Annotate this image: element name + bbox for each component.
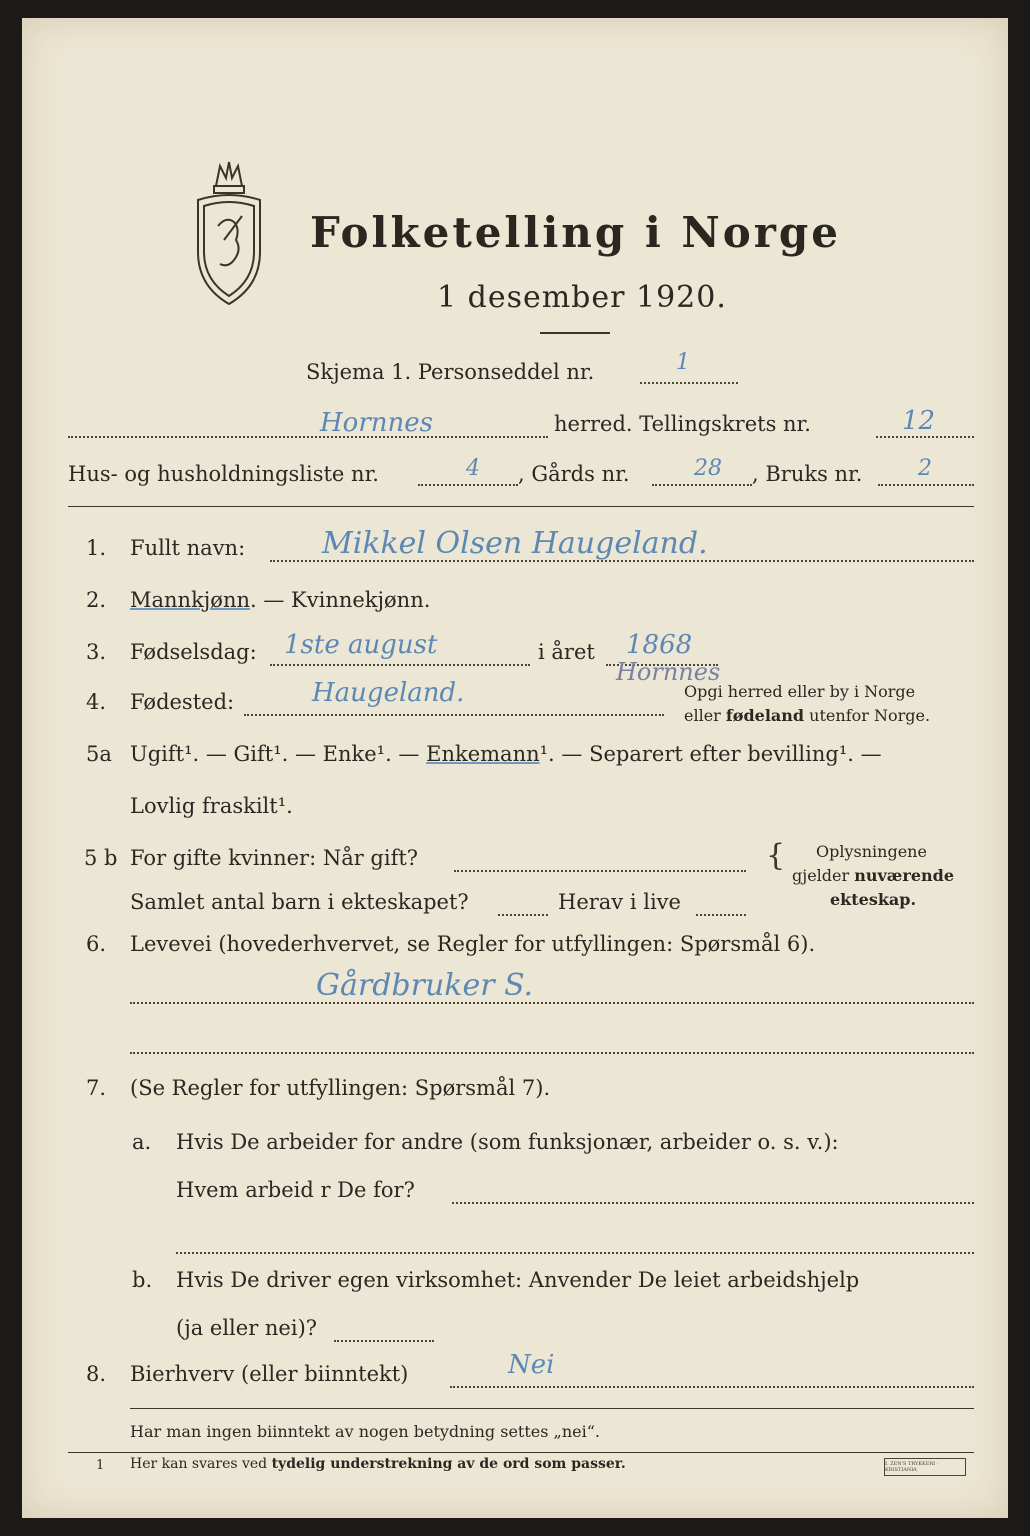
q7-label: (Se Regler for utfyllingen: Spørsmål 7). (130, 1076, 551, 1100)
husliste-nr-value: 4 (466, 456, 480, 481)
header-rule (68, 506, 974, 507)
q1-full-name-answer: Mikkel Olsen Haugeland. (322, 526, 708, 561)
q3-year-answer: 1868 (626, 630, 693, 660)
q1-number: 1. (86, 536, 107, 560)
q2-kvinnekjonn-option: Kvinnekjønn (291, 588, 424, 612)
census-date: 1 desember 1920. (437, 280, 727, 315)
q7a-answer-line1 (452, 1202, 974, 1204)
personseddel-line (640, 382, 738, 384)
gards-nr-value: 28 (694, 456, 722, 481)
q7a-answer-line2 (176, 1252, 974, 1254)
q5b-line1: For gifte kvinner: Når gift? (130, 846, 419, 870)
q6-occupation-answer: Gårdbruker S. (316, 968, 534, 1003)
footnote-mark: 1 (96, 1458, 105, 1473)
census-form-sheet (22, 18, 1008, 1518)
q5b-note-line3: ekteskap. (830, 890, 917, 909)
q5a-number: 5a (86, 742, 112, 766)
norwegian-coat-of-arms-icon (190, 156, 268, 308)
q4-extra-handwriting: Hornnes (616, 658, 721, 686)
q5a-line2: Lovlig fraskilt¹. (130, 794, 293, 818)
q5b-line2-label: Samlet antal barn i ekteskapet? (130, 890, 469, 914)
q1-label: Fullt navn: (130, 536, 246, 560)
q2-mannkjonn-option: Mannkjønn (130, 588, 251, 612)
q4-birthplace-answer: Haugeland. (312, 678, 465, 708)
q5b-barn-line (498, 914, 548, 916)
q5a-enkemann-option: Enkemann (426, 742, 540, 766)
q4-note-line2: eller fødeland utenfor Norge. (684, 706, 931, 725)
footer-rule (130, 1408, 974, 1409)
q7a-line2: Hvem arbeid r De for? (176, 1178, 415, 1202)
footnote-text: Her kan svares ved tydelig understrekning av de ord som passer. (130, 1456, 626, 1472)
printer-stamp: I. ZEN'S TRYKKERI · KRISTIANIA (884, 1458, 966, 1476)
q7a-line1: Hvis De arbeider for andre (som funksjonær, arbeider o. s. v.): (176, 1130, 839, 1154)
q8-number: 8. (86, 1362, 107, 1386)
q2-gender-line: Mannkjønn. — Kvinnekjønn. (130, 588, 431, 612)
q3-day-line (270, 664, 530, 666)
q8-line (450, 1386, 974, 1388)
q5b-live-line (696, 914, 746, 916)
q7b-letter: b. (132, 1268, 153, 1292)
husliste-label: Hus- og husholdningsliste nr. (68, 462, 379, 486)
q7a-letter: a. (132, 1130, 152, 1154)
q7-number: 7. (86, 1076, 107, 1100)
personseddel-nr-value: 1 (676, 350, 690, 375)
q6-label: Levevei (hovederhvervet, se Regler for utfyllingen: Spørsmål 6). (130, 932, 816, 956)
bruks-line (878, 484, 974, 486)
q3-label: Fødselsdag: (130, 640, 257, 664)
q7b-answer-line (334, 1340, 434, 1342)
tellingskrets-nr-value: 12 (902, 406, 936, 436)
herred-line (68, 436, 548, 438)
footer-note: Har man ingen biinntekt av nogen betydning settes „nei“. (130, 1422, 600, 1441)
title-divider (540, 332, 610, 334)
gards-line (652, 484, 752, 486)
q4-line (244, 714, 664, 716)
q8-answer: Nei (508, 1350, 555, 1380)
q5b-herav-label: Herav i live (558, 890, 681, 914)
q4-label: Fødested: (130, 690, 235, 714)
bruks-nr-value: 2 (918, 456, 932, 481)
q4-note-line1: Opgi herred eller by i Norge (684, 682, 916, 701)
gards-label: , Gårds nr. (518, 462, 630, 486)
q7b-line1: Hvis De driver egen virksomhet: Anvender De leiet arbeidshjelp (176, 1268, 860, 1292)
q3-number: 3. (86, 640, 107, 664)
q5b-note-line2: gjelder nuværende (792, 866, 955, 885)
herred-label: herred. Tellingskrets nr. (554, 412, 811, 436)
tellingskrets-line (876, 436, 974, 438)
q6-number: 6. (86, 932, 107, 956)
form-title: Folketelling i Norge (310, 208, 842, 257)
q7b-line2: (ja eller nei)? (176, 1316, 318, 1340)
herred-value: Hornnes (320, 408, 433, 438)
q8-label: Bierhverv (eller biinntekt) (130, 1362, 409, 1386)
q5b-note-line1: Oplysningene (816, 842, 927, 861)
q2-number: 2. (86, 588, 107, 612)
q3-year-label: i året (538, 640, 595, 664)
q3-birthday-answer: 1ste august (284, 630, 438, 660)
q5a-status-line: Ugift¹. — Gift¹. — Enke¹. — Enkemann¹. — Separert efter bevilling¹. — (130, 742, 882, 766)
q5b-nar-gift-line (454, 870, 746, 872)
q6-line1 (130, 1002, 974, 1004)
q5b-number: 5 b (84, 846, 118, 870)
bruks-label: , Bruks nr. (752, 462, 863, 486)
q5b-brace: { (766, 838, 786, 873)
footnote-rule (68, 1452, 974, 1453)
q4-number: 4. (86, 690, 107, 714)
skjema-label: Skjema 1. Personseddel nr. (306, 360, 595, 384)
q6-line2 (130, 1052, 974, 1054)
husliste-line (418, 484, 518, 486)
